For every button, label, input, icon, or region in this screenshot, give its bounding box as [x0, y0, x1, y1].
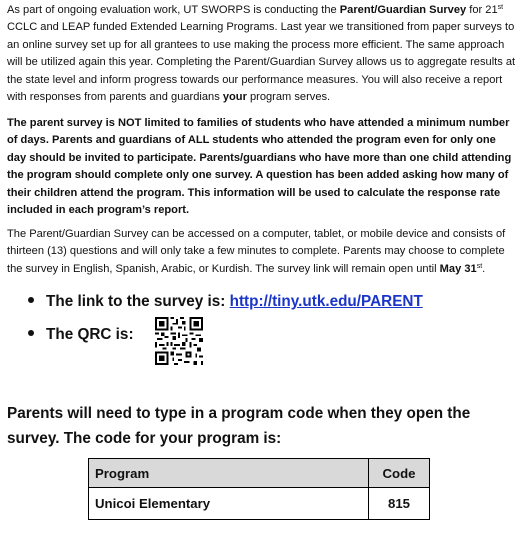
program-column-header: Program: [89, 459, 369, 488]
code-column-header: Code: [369, 459, 430, 488]
survey-name: Parent/Guardian Survey: [339, 4, 467, 16]
intro-text-3: CCLC and LEAP funded Extended Learning Programs. Last year we transitioned from paper surveys to an online survey set up for all grantees to use making the process more efficient. The same approach will be utilized again this year. Completing the Parent/Guardian Survey allows us to aggregate results at the state level and inform progress towards our performance measures. You will also receive a report with responses from parents and guardians: [7, 21, 516, 104]
program-name-cell: Unicoi Elementary: [89, 488, 369, 520]
program-code-cell: 815: [369, 488, 430, 520]
survey-link-item: [28, 292, 423, 312]
ordinal-suffix: st: [497, 4, 504, 11]
table-row: [89, 488, 430, 520]
survey-link-label: The link to the survey is:: [46, 293, 230, 310]
intro-text-4: program serves.: [246, 91, 331, 104]
intro-paragraph: [7, 2, 517, 106]
program-code-table: [88, 458, 430, 520]
qrc-label: The QRC is:: [46, 326, 134, 343]
survey-link[interactable]: http://tiny.utk.edu/PARENT: [229, 293, 423, 310]
qrc-item: [28, 325, 134, 345]
access-text-2: .: [482, 262, 486, 275]
bullet-icon: [28, 297, 34, 303]
deadline-date: May 31: [439, 262, 477, 275]
bullet-icon: [28, 330, 34, 336]
emphasis-your: your: [222, 91, 247, 104]
qr-code-icon[interactable]: [155, 317, 203, 365]
intro-text-2: for 21: [466, 4, 498, 16]
deadline-suffix: st: [476, 262, 483, 270]
table-header-row: [89, 459, 430, 488]
eligibility-text: The parent survey is NOT limited to families of students who have attended a minimum number of days. Parents and guardians of ALL students who attended the program even for only one day should be invited to participate. Parents/guardians who have more than one child attending the program should complete only one survey. A question has been added asking how many of their children attend the program. This information will be used to calculate the response rate included in each program’s report.: [7, 117, 512, 217]
access-paragraph: [7, 226, 517, 278]
access-text-1: The Parent/Guardian Survey can be accessed on a computer, tablet, or mobile device and consists of thirteen (13) questions and will only take a few minutes to complete. Parents may choose to complete the survey in English, Spanish, Arabic, or Kurdish. The survey link will remain open until: [7, 228, 506, 275]
program-code-note: Parents will need to type in a program code when they open the survey. The code for your program is:: [7, 405, 471, 447]
eligibility-paragraph: [7, 115, 517, 219]
intro-text-1: As part of ongoing evaluation work, UT SWORPS is conducting the: [7, 4, 340, 16]
